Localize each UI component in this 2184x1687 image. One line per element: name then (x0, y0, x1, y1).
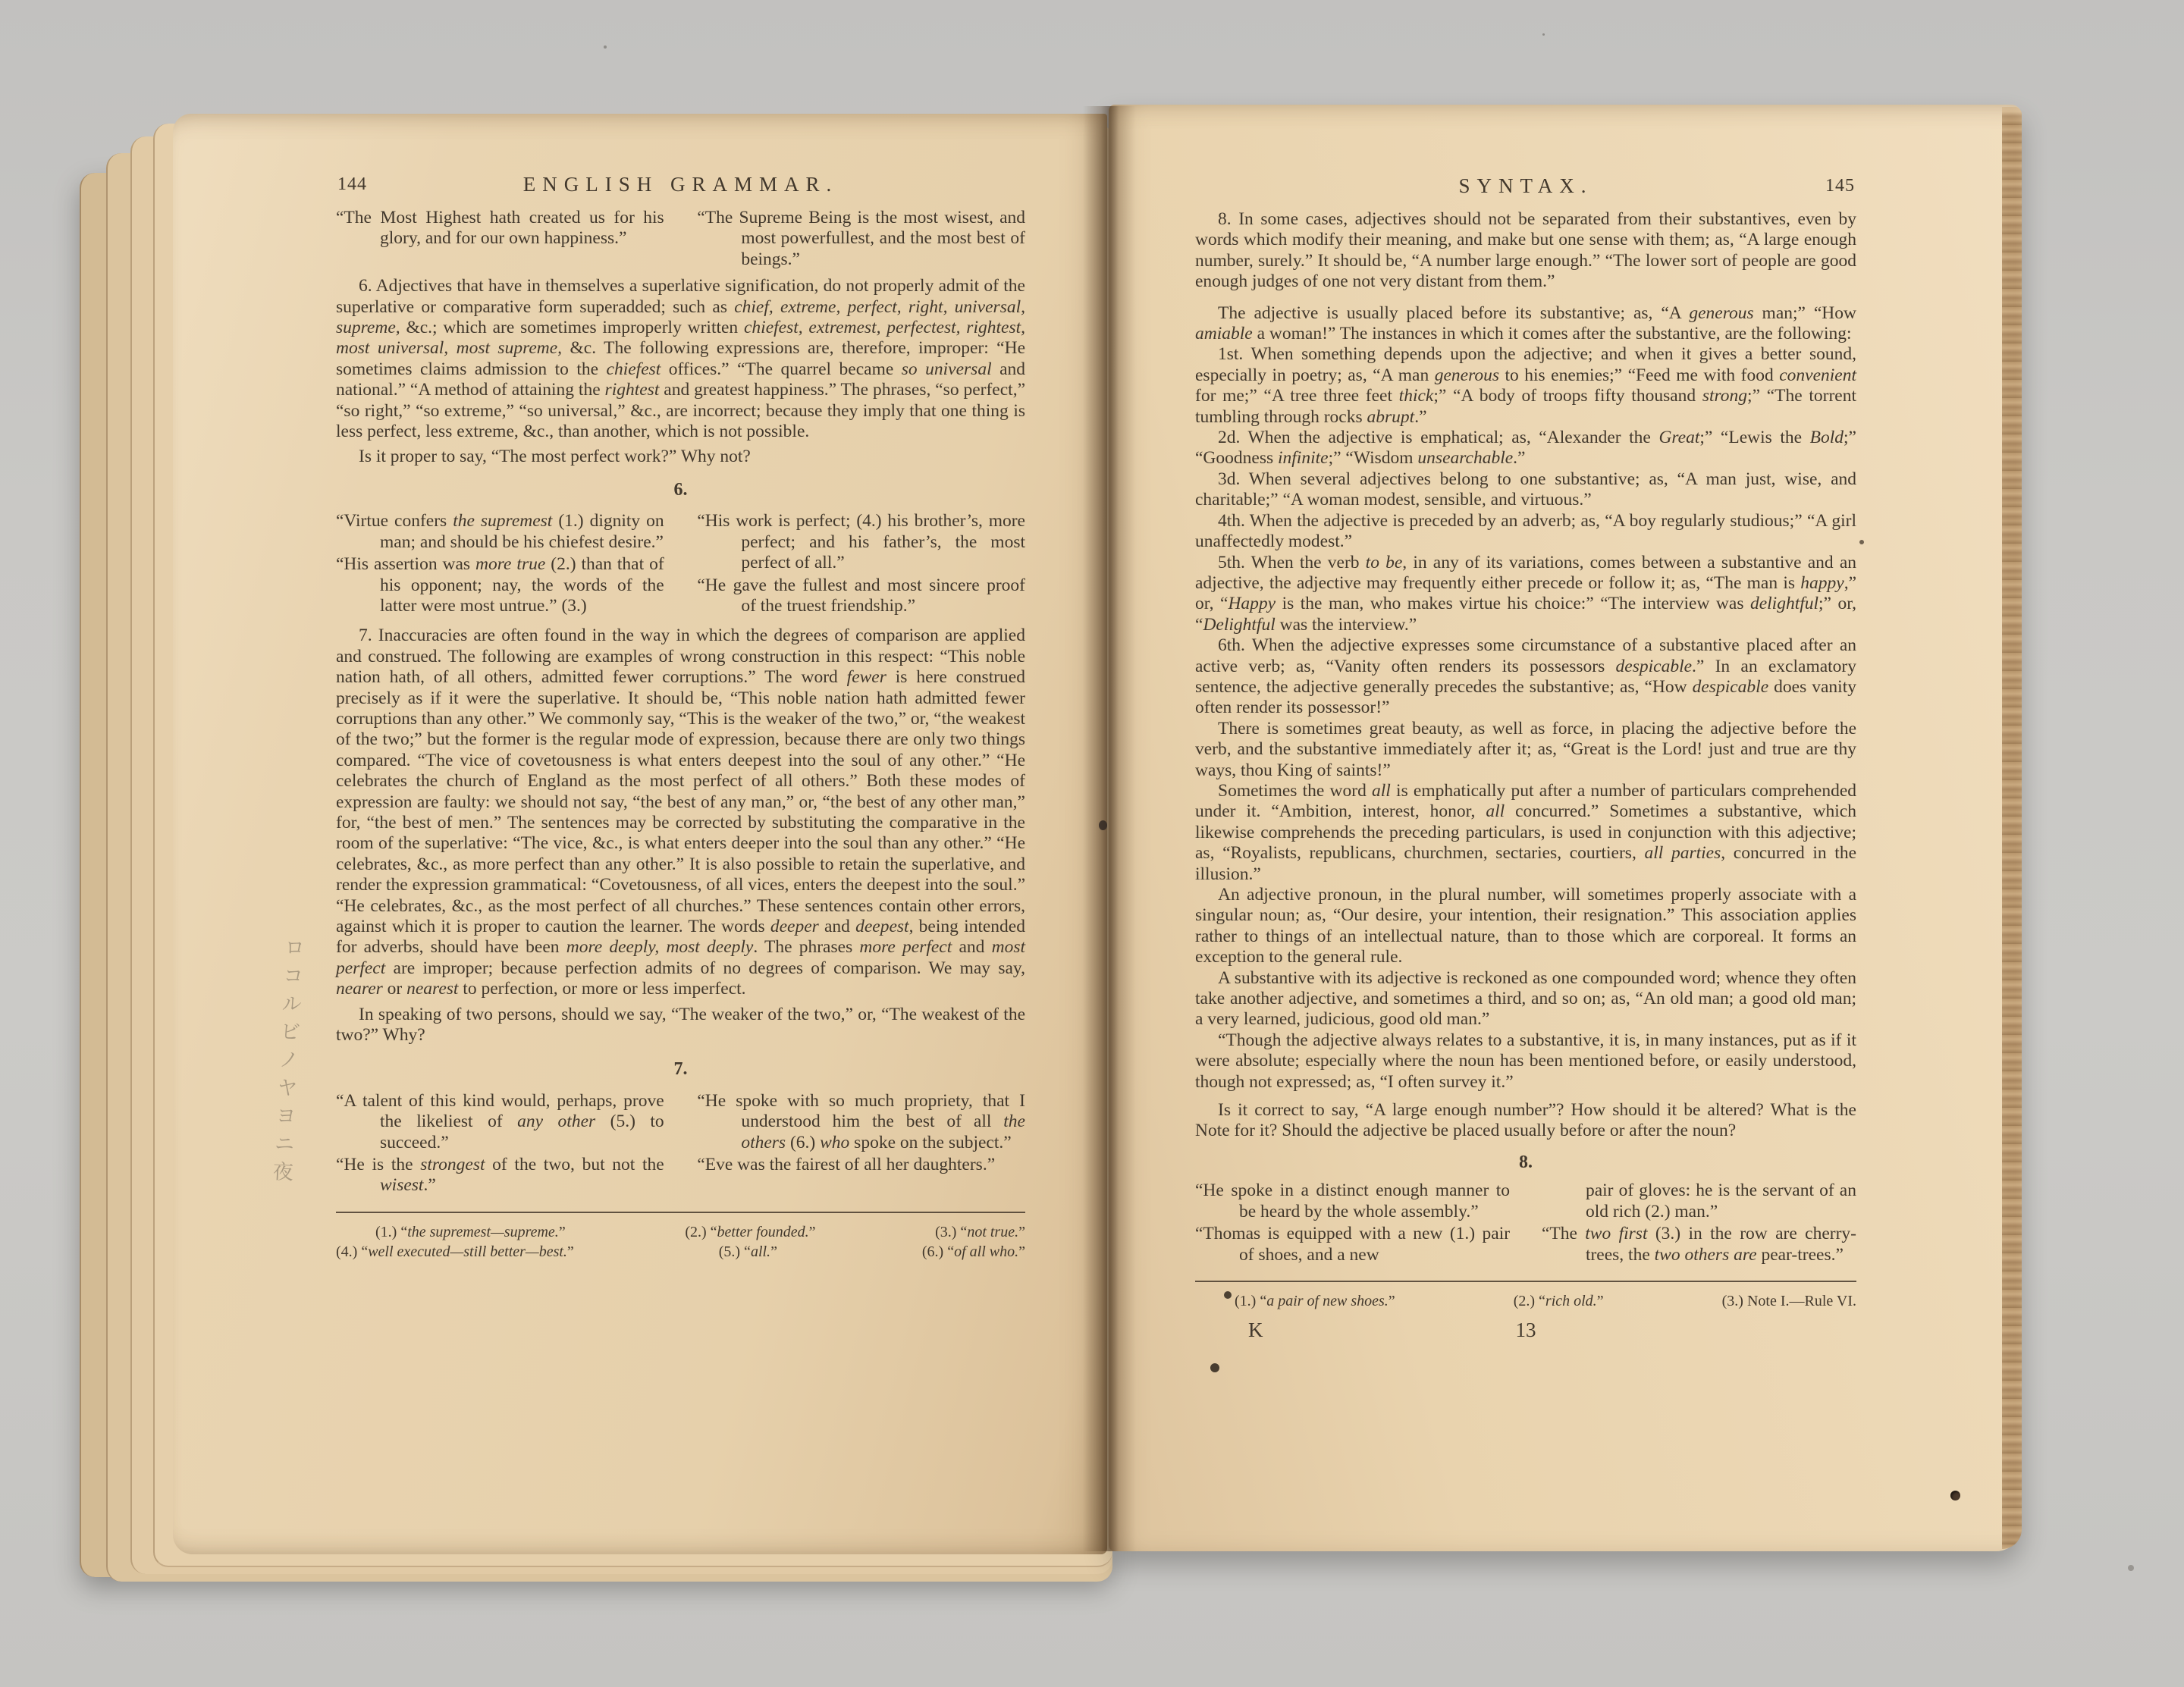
footnote-row (1195, 1291, 1856, 1311)
signature-line (1195, 1320, 1856, 1346)
exercise-column (697, 511, 1025, 618)
deckled-page-edge (2002, 107, 2022, 1549)
footnote-row (336, 1242, 1025, 1262)
dust-speck (604, 45, 607, 49)
exercise-8-columns (1195, 1181, 1856, 1267)
top-quote-columns (336, 208, 1025, 271)
left-page-text (336, 174, 1025, 1262)
footnote: (1.) “the supremest—supreme.” (375, 1223, 566, 1240)
paragraph-4th: 4th. When the adjective is preceded by an adverb; as, “A boy regularly studious;” “A girl unaffectedly modest.” (1195, 510, 1856, 552)
paragraph-rule-6: 6. Adjectives that have in themselves a superlative signification, do not properly admit of the superlative or comparative form superadded; such as chief, extreme, perfect, right, universal, supreme, &c.; which are sometimes improperly written chiefest, extremest, perfectest, rightest, most universal, most supreme, &c. The following expressions are, therefore, improper: “He sometimes claims admission to the chiefest offices.” “The quarrel became so universal and national.” “A method of attaining the rightest and greatest happiness.” The phrases, “so perfect,” “so right,” “so extreme,” “so universal,” &c., are incorrect; because they imply that one thing is less perfect, less extreme, &c., than another, which is not possible. (336, 276, 1025, 442)
footnote-rule (336, 1212, 1025, 1213)
exercise-column (336, 1091, 664, 1198)
footnote: (2.) “rich old.” (1513, 1292, 1604, 1309)
paragraph-rule-7: 7. Inaccuracies are often found in the way in which the degrees of comparison are applied and construed. The following are examples of wrong construction in this respect: “This noble nation hath, of all others, admitted fewer corruptions.” The word fewer is here construed precisely as if it were the superlative. It should be, “This noble nation hath admitted fewer corruptions than any other.” We commonly say, “This is the weaker of the two,” or, “the weakest of the two;” but the former is the regular mode of expression, because there are only two things compared. “The vice of covetousness is what enters deepest into the soul of any other.” “He celebrates the church of England as the most perfect of all others.” Both these modes of expression are faulty: we should not say, “the best of any man,” or, “the best of any other man,” for, “the best of men.” The sentences may be corrected by substituting the comparative in the room of the superlative: “The vice, &c., is what enters deeper into the soul than any other.” “He celebrates, &c., as more perfect than any other.” It is also possible to retain the superlative, and render the expression grammatical: “Covetousness, of all vices, enters the deepest into the soul.” “He celebrates, &c., as the most perfect of all churches.” These sentences contain other errors, against which it is proper to caution the learner. The words deeper and deepest, being intended for adverbs, should have been more deeply, most deeply. The phrases more perfect and most perfect are improper; because perfection admits of no degrees of comparison. We may say, nearer or nearest to perfection, or more or less imperfect. (336, 626, 1026, 999)
left-running-head (336, 174, 1025, 199)
paragraph-2d: 2d. When the adjective is emphatical; as, “Alexander the Great;” “Lewis the Bold;” “Goodness infinite;” “Wisdom unsearchable.” (1195, 428, 1856, 469)
paragraph: There is sometimes great beauty, as well as force, in placing the adjective before the verb, and the substantive immediately after it; as, “Great is the Lord! just and true are thy ways, thou King of saints!” (1195, 718, 1856, 780)
example-sentence: “He spoke in a distinct enough manner to be heard by the whole assembly.” (1195, 1181, 1511, 1221)
exercise-heading-7: 7. (673, 1059, 688, 1080)
paragraph-5th: 5th. When the verb to be, in any of its variations, comes between a substantive and an adjective, the adjective may frequently either precede or follow it; as, “The man is happy,” or, “Happy is the man, who makes virtue his choice:” “The interview was delightful;” or, “Delightful was the interview.” (1195, 552, 1856, 635)
footnote: (4.) “well executed—still better—best.” (336, 1243, 574, 1260)
paragraph-6th: 6th. When the adjective expresses some circumstance of a substantive placed after an active verb; as, “Vanity often renders its possessors despicable.” In an exclamatory sentence, the adjective generally precedes the substantive; as, “How despicable does vanity often render its possessor!” (1195, 635, 1857, 718)
footnote-row (336, 1222, 1025, 1242)
exercise-column (336, 511, 664, 618)
exercise-7-columns (336, 1091, 1025, 1198)
footnote-rule (1195, 1281, 1856, 1282)
ink-spot (1859, 540, 1864, 544)
left-running-title: ENGLISH GRAMMAR. (522, 173, 839, 196)
paragraph-3d: 3d. When several adjectives belong to one substantive; as, “A man just, wise, and charitable;” “A woman modest, sensible, and virtuous.” (1195, 469, 1856, 510)
study-question: In speaking of two persons, should we say, “The weaker of the two,” or, “The weakest of the two?” Why? (336, 1004, 1025, 1046)
footnote: (3.) “not true.” (935, 1223, 1025, 1240)
exercise-heading-6: 6. (673, 479, 688, 500)
dust-speck (1542, 33, 1545, 36)
footnote: (6.) “of all who.” (921, 1243, 1025, 1260)
printer-signature-mark: K (1248, 1318, 1263, 1341)
paragraph: “Though the adjective always relates to a substantive, it is, in many instances, put as if it were absolute; especially where the noun has been mentioned before, or easily understood, though not expressed; as, “I often survey it.” (1195, 1030, 1856, 1092)
example-sentence: “His work is perfect; (4.) his brother’s, more perfect; and his father’s, the most perfect of all.” (697, 511, 1025, 573)
sheet-number: 13 (1515, 1318, 1536, 1341)
example-sentence-continuation: pair of gloves: he is the servant of an old rich (2.) man.” (1585, 1181, 1856, 1221)
example-sentence: “The two first (3.) in the row are cherry-trees, the two others are pear-trees.” (1541, 1224, 1856, 1265)
right-running-head (1195, 176, 1856, 200)
exercise-column (1195, 1181, 1510, 1267)
paragraph: Sometimes the word all is emphatically put after a number of particulars comprehended under it. “Ambition, interest, honor, all concurred.” Sometimes a substantive, which likewise comprehends the preceding particulars, is used in conjunction with this adjective; as, “Royalists, republicans, churchmen, sectaries, courtiers, all parties, concurred in the illusion.” (1195, 780, 1856, 884)
example-sentence: “Eve was the fairest of all her daughters.” (697, 1155, 996, 1175)
exercise-6-columns (336, 511, 1025, 618)
footnote: (2.) “better founded.” (685, 1223, 816, 1240)
example-sentence: “His assertion was more true (2.) than that of his opponent; nay, the words of the latter were most untrue.” (3.) (336, 554, 664, 616)
quotation: “The Most Highest hath created us for his glory, and for our own happiness.” (336, 208, 664, 249)
paragraph: The adjective is usually placed before its substantive; as, “A generous man;” “How amiable a woman!” The instances in which it comes after the substantive, are the following: (1195, 303, 1856, 344)
paragraph-1st: 1st. When something depends upon the adjective; and when it gives a better sound, especially in poetry; as, “A man generous to his enemies;” “Feed me with food convenient for me;” “A tree three feet thick;” “A body of troops fifty thousand strong;” “The torrent tumbling through rocks abrupt.” (1195, 344, 1856, 427)
ink-spot (1099, 820, 1107, 830)
handwritten-marginalia: ロコルビノヤヨニ夜 (268, 936, 306, 1190)
quote-column (697, 208, 1025, 271)
wormhole (1950, 1491, 1960, 1500)
right-page-number: 145 (1825, 176, 1855, 196)
footnote: (3.) Note I.—Rule VI. (1721, 1292, 1856, 1309)
dust-speck (2128, 1565, 2134, 1571)
example-sentence: “Thomas is equipped with a new (1.) pair of shoes, and a new (1195, 1224, 1511, 1265)
example-sentence: “He is the strongest of the two, but not the wisest.” (336, 1155, 664, 1196)
footnote: (1.) “a pair of new shoes.” (1235, 1292, 1395, 1309)
exercise-column (1542, 1181, 1856, 1267)
right-page-text (1195, 176, 1856, 1346)
study-question: Is it correct to say, “A large enough number”? How should it be altered? What is the Note for it? Should the adjective be placed usually before or after the noun? (1195, 1100, 1856, 1141)
right-running-title: SYNTAX. (1458, 174, 1593, 197)
paragraph: An adjective pronoun, in the plural number, will sometimes properly associate with a singular noun; as, “Our desire, your intention, their resignation.” This association applies rather to things of an intellectual nature, than to those which are corporeal. It forms an exception to the general rule. (1195, 885, 1856, 967)
ink-spot (1210, 1363, 1219, 1372)
paragraph: A substantive with its adjective is reckoned as one compounded word; whence they often take another adjective, and sometimes a third, and so on; as, “An old man; a good old man; a very learned, judicious, good old man.” (1195, 967, 1856, 1030)
example-sentence: “He gave the fullest and most sincere proof of the truest friendship.” (697, 575, 1025, 616)
quote-column (336, 208, 664, 271)
study-question: Is it proper to say, “The most perfect work?” Why not? (359, 447, 751, 467)
example-sentence: “He spoke with so much propriety, that I understood him the best of all the others (6.) who spoke on the subject.” (697, 1090, 1025, 1152)
footnote: (5.) “all.” (718, 1243, 777, 1260)
quotation: “The Supreme Being is the most wisest, and most powerfullest, and the most best of beings.” (697, 208, 1025, 269)
example-sentence: “Virtue confers the supremest (1.) dignity on man; and should be his chiefest desire.” (336, 511, 664, 552)
exercise-heading-8: 8. (1519, 1152, 1533, 1172)
paragraph-rule-8: 8. In some cases, adjectives should not be separated from their substantives, even by words which modify their meaning, and make but one sense with them; as, “A large enough number, surely.” It should be, “A number large enough.” “The lower sort of people are good enough judges of one not very distant from them.” (1195, 209, 1856, 292)
left-page-number: 144 (337, 174, 367, 194)
ink-spot (1224, 1291, 1232, 1299)
example-sentence: “A talent of this kind would, perhaps, prove the likeliest of any other (5.) to succeed.” (336, 1090, 664, 1152)
exercise-column (697, 1091, 1025, 1198)
